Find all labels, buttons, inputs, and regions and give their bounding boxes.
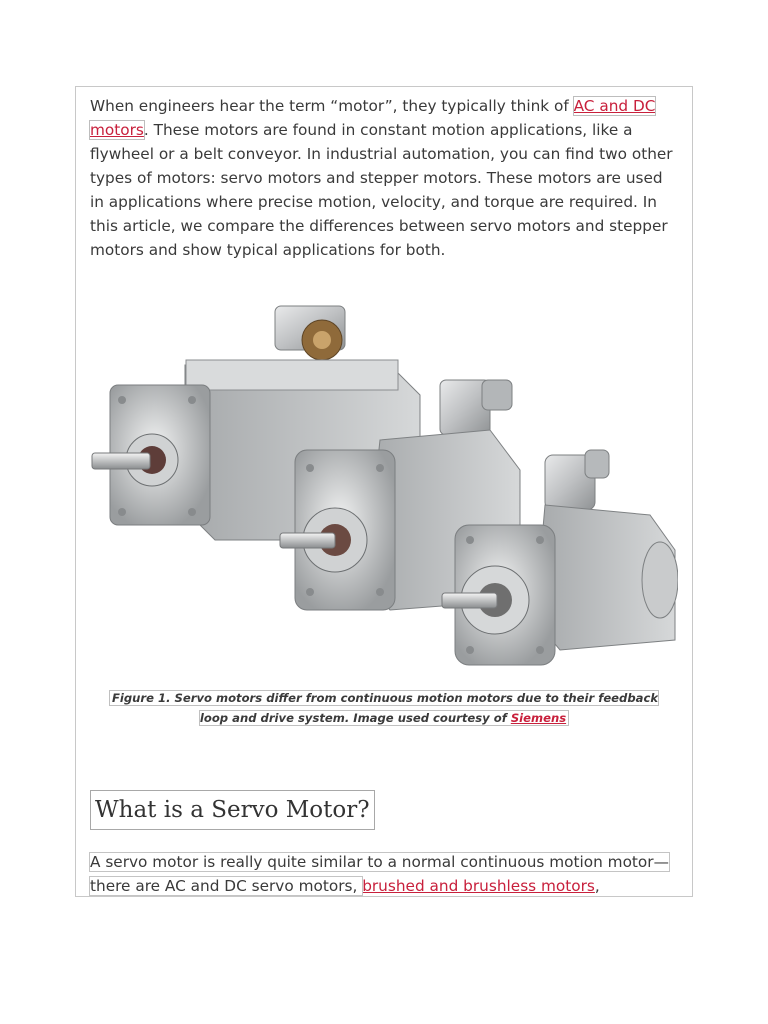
servo-motors-photo-icon <box>90 300 678 678</box>
ac-dc-motors-link[interactable]: AC and DC motors <box>90 97 656 139</box>
intro-text-start: When engineers hear the term “motor”, they typically think of <box>90 97 574 115</box>
intro-paragraph <box>90 94 680 262</box>
servo-paragraph <box>90 850 680 898</box>
caption-box <box>110 691 658 725</box>
brushed-brushless-link[interactable]: brushed and brushless motors <box>362 877 595 895</box>
figure-caption <box>98 688 670 728</box>
servo-text-end: , <box>594 877 600 895</box>
caption-text: Figure 1. Servo motors differ from continuous motion motors due to their feedback loop and drive system. Image used courtesy of <box>111 691 659 725</box>
servo-motors-image <box>90 300 678 678</box>
servo-text-start: A servo motor is really quite similar to a normal continuous motion motor—there are AC and DC servo motors, <box>90 853 669 895</box>
siemens-link[interactable]: Siemens <box>510 711 567 725</box>
section-heading: What is a Servo Motor? <box>90 790 375 830</box>
intro-text-end: . These motors are found in constant motion applications, like a flywheel or a belt conveyor. In industrial automation, you can find two other types of motors: servo motors and stepper motors. These motors are used in applications where precise motion, velocity, and torque are required. In this article, we compare the differences between servo motors and stepper motors and show typical applications for both. <box>90 121 673 259</box>
